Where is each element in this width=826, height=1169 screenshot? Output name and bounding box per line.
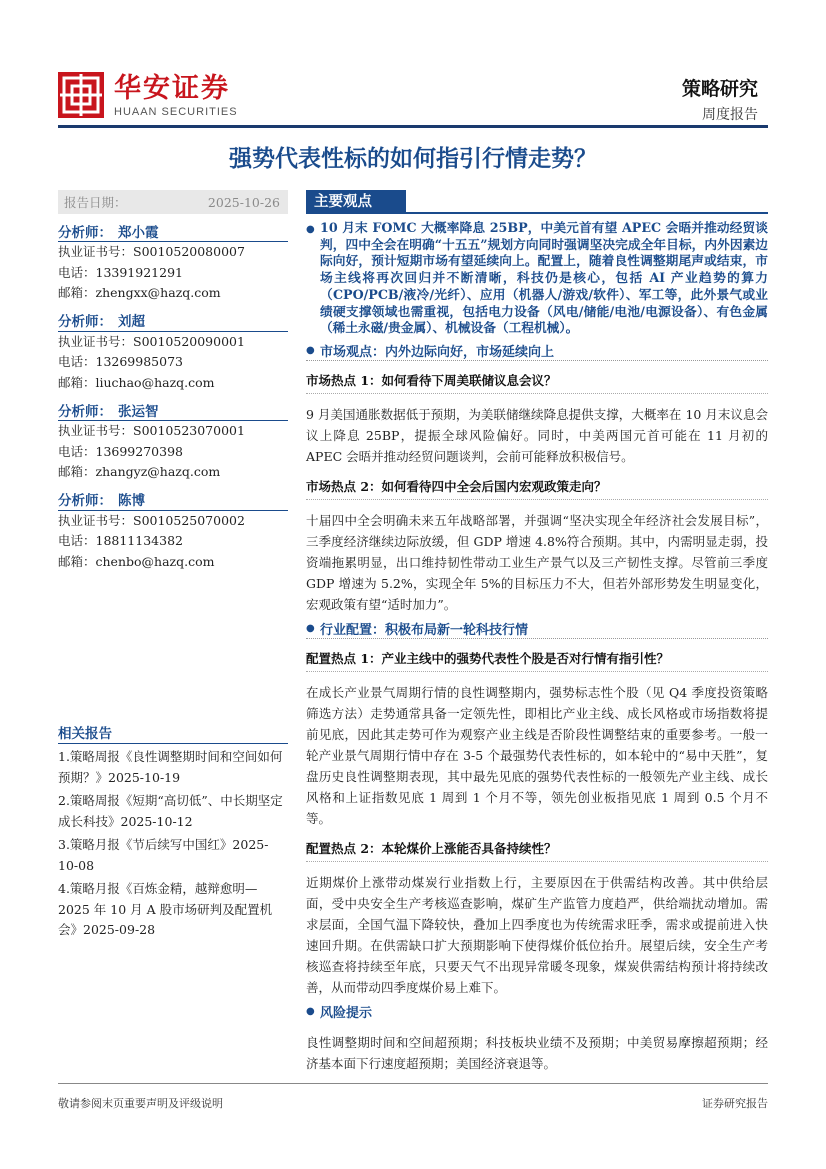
analyst-phone: 电话：13269985073 [58,354,183,369]
related-report-item: 3.策略月报《节后续写中国红》2025-10-08 [58,837,269,873]
page-title: 强势代表性标的如何指引行情走势？ [229,145,597,172]
related-report-item: 1.策略周报《良性调整期时间和空间如何预期？》2025-10-19 [58,749,283,785]
related-report-item: 4.策略月报《百炼金精，越辩愈明—2025 年 10 月 A 股市场研判及配置机会》2025-09-28 [58,881,273,937]
bullet-dot-icon: ● [306,622,315,634]
report-date-row [58,190,288,214]
related-report-item: 2.策略周报《短期“高切低”、中长期坚定成长科技》2025-10-12 [58,793,283,829]
analyst-cert: 执业证书号：S0010523070001 [58,423,245,438]
analyst-cert: 执业证书号：S0010520090001 [58,333,245,349]
analyst-label: 分析师： [58,314,112,330]
bullet-dot-icon: ● [306,344,315,356]
bullet-dot-icon: ● [306,1006,315,1018]
analyst-heading [58,310,288,332]
company-name-cn: 华安证券 [114,73,230,104]
bullet-dot-icon: ● [306,224,315,235]
analyst-heading [58,220,288,242]
analyst-block [58,310,288,394]
analyst-cert: 执业证书号：S0010525070002 [58,512,245,528]
header-divider [58,125,768,128]
footer-divider [58,1083,768,1084]
report-header [58,68,768,128]
analyst-heading [58,399,288,421]
section-divider [306,212,768,214]
analyst-label: 分析师： [58,224,112,241]
analyst-label: 分析师： [58,493,112,509]
market-hot-1-text: 9 月美国通胀数据低于预期，为美联储继续降息提供支撑，大概率在 10 月末议息会议上降息 25BP，提振全球风险偏好。同时，中美两国元首可能在 11 月初的 APEC 会晤并推动经贸问题谈判，会前可能释放积极信号。 [306,406,768,464]
market-view-title: 市场观点：内外边际向好，市场延续向上 [320,344,555,360]
footer-disclaimer: 敬请参阅末页重要声明及评级说明 [58,1097,223,1110]
report-date-label: 报告日期： [64,195,127,210]
summary-text: 10 月末 FOMC 大概率降息 25BP，中美元首有望 APEC 会晤并推动经贸谈判，四中全会在明确“十五五”规划方向同时强调坚决完成全年目标，内外因素边际向好，预计短期市场有望延续向上。配置上，随着良性调整期尾声或结束，市场主线将再次回归并不断清晰，科技仍是核心，包括 AI 产业趋势的算力（CPO/PCB/液冷/光纤）、应用（机器人/游戏/软件）、军工等，此外景气或业绩硬支撑领域也需重视，包括电力设备（风电/储能/电池/电源设备）、有色金属（稀土永磁/贵金属）、机械设备（工程机械）。 [320,220,768,336]
risk-text: 良性调整期时间和空间超预期；科技板块业绩不及预期；中美贸易摩擦超预期；经济基本面下行速度超预期；美国经济衰退等。 [306,1034,768,1071]
company-name-en: HUAAN SECURITIES [114,106,238,118]
analyst-name: 刘超 [118,314,145,330]
analyst-email: 邮箱：zhengxx@hazq.com [58,285,221,300]
analyst-email: 邮箱：chenbo@hazq.com [58,553,215,569]
footer-label: 证券研究报告 [702,1097,768,1110]
analyst-phone: 电话：13391921291 [58,264,183,280]
main-content [306,190,768,1074]
analyst-cert: 执业证书号：S0010520080007 [58,244,245,259]
industry-heading [306,619,768,639]
analyst-block [58,399,288,483]
summary-bullet [306,220,768,337]
market-hot-2-text: 十届四中全会明确未来五年战略部署，并强调“坚决实现全年经济社会发展目标”，三季度经济继续边际放缓，但 GDP 增速 4.8%符合预期。其中，内需明显走弱，投资端拖累明显，出口维持韧性带动工业生产景气以及三产韧性支撑。尽管前三季度 GDP 增速为 5.2%，实现全年 5%的目标压力不大，但若外部形势发生明显变化，宏观政策有望“适时加力”。 [306,512,768,612]
analyst-label: 分析师： [58,403,112,420]
section-title: 主要观点 [306,190,406,214]
analyst-phone: 电话：18811134382 [58,533,183,548]
risk-title: 风险提示 [320,1006,373,1022]
analyst-name: 张运智 [118,403,159,420]
analyst-email: 邮箱：zhangyz@hazq.com [58,464,221,479]
alloc-hot-1-text: 在成长产业景气周期行情的良性调整期内，强势标志性个股（见 Q4 季度投资策略筛选方法）走势通常具备一定领先性，即相比产业主线、成长风格或市场指数将提前见底，因此其走势可作为观察产业主线是否阶段性调整结束的重要参考。一般一轮产业景气周期行情中存在 3-5 个最强势代表性标的，如本轮中的“易中天胜”，复盘历史良性调整期表现，其中最先见底的强势代表性标的一般领先产业主线、成长风格和上证指数见底 1 周到 1 个月不等，领先创业板指见底 1 周到 0.5 个月不等。 [306,684,768,826]
analyst-name: 郑小霞 [118,224,159,241]
alloc-hot-2-text: 近期煤价上涨带动煤炭行业指数上行，主要原因在于供需结构改善。其中供给层面，受中央安全生产考核巡查影响，煤矿生产监管力度趋严，供给端扰动增加。需求层面，全国气温下降较快，叠加上四季度也为传统需求旺季，需求或提前进入快速回升期。在供需缺口扩大预期影响下使得煤价低位抬升。展望后续，安全生产考核巡查将持续至年底，只要天气不出现异常暖冬现象，煤炭供需结构预计将持续改善，从而带动四季度煤价易上难下。 [306,874,768,995]
market-hot-1-title: 市场热点 1：如何看待下周美联储议息会议？ [306,371,768,394]
report-type: 策略研究 [681,78,758,100]
analyst-heading [58,489,288,511]
alloc-hot-2-title: 配置热点 2：本轮煤价上涨能否具备持续性？ [306,839,768,862]
sidebar [58,190,288,941]
report-date-value: 2025-10-26 [207,194,280,210]
market-hot-2-title: 市场热点 2：如何看待四中全会后国内宏观政策走向？ [306,477,768,500]
report-subtype: 周度报告 [702,107,758,123]
analyst-name: 陈博 [118,493,145,509]
analyst-block [58,220,288,304]
alloc-hot-1-title: 配置热点 1：产业主线中的强势代表性个股是否对行情有指引性？ [306,649,768,672]
market-view-heading [306,341,768,361]
company-logo-icon [58,72,104,118]
related-reports-heading: 相关报告 [58,722,288,744]
industry-title: 行业配置：积极布局新一轮科技行情 [320,622,529,638]
analyst-email: 邮箱：liuchao@hazq.com [58,374,215,390]
analyst-phone: 电话：13699270398 [58,443,183,459]
analyst-block [58,489,288,573]
risk-heading [306,1002,768,1022]
